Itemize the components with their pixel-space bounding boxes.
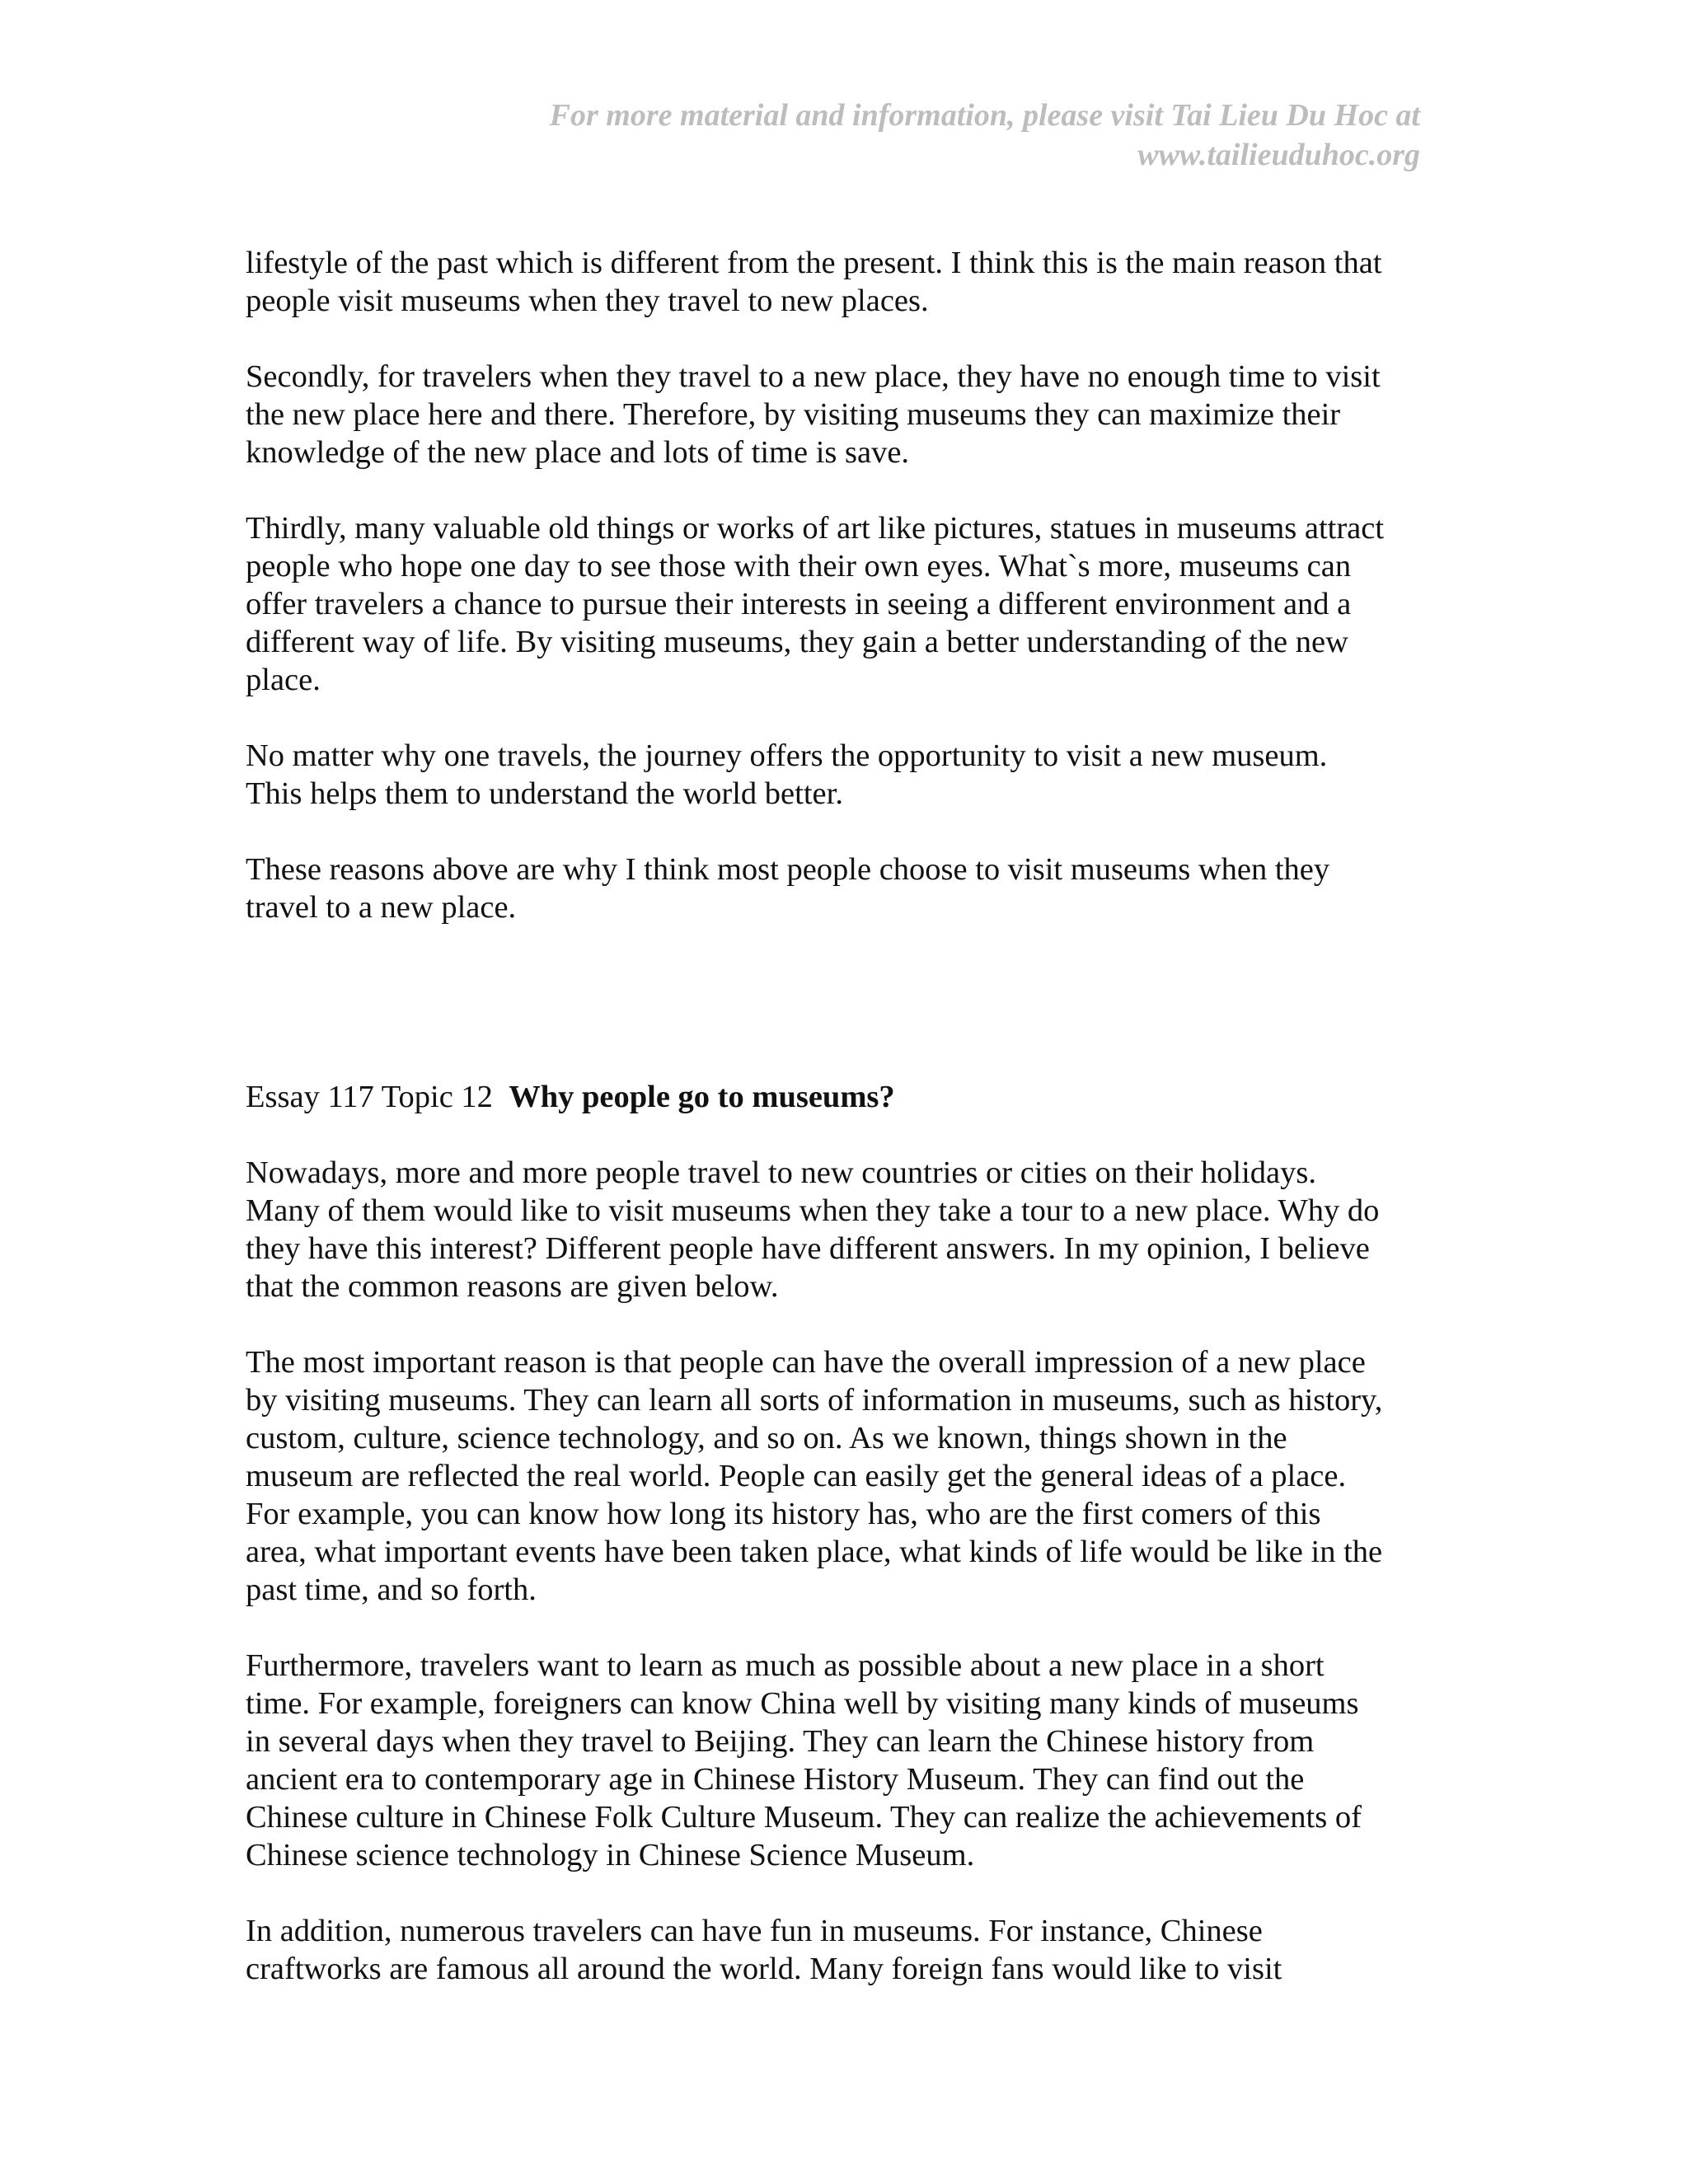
paragraph: Furthermore, travelers want to learn as much as possible about a new place in a short time. For example, foreigners can know China well by visiting many kinds of museums in several days when they travel to Beijing. They can learn the Chinese history from ancient era to contemporary age in Chinese History Museum. They can find out the Chinese culture in Chinese Folk Culture Museum. They can realize the achievements of Chinese science technology in Chinese Science Museum. <box>246 1648 1362 1872</box>
essay-title: Why people go to museums? <box>509 1080 895 1114</box>
paragraph: Nowadays, more and more people travel to new countries or cities on their holidays. Many of them would like to visit museums when they take a tour to a new place. Why do they have this interest? Different people have different answers. In my opinion, I believe that the common reasons are given below. <box>246 1155 1380 1304</box>
paragraph: In addition, numerous travelers can have fun in museums. For instance, Chinese craftworks are famous all around the world. Many foreign fans would like to visit <box>246 1914 1282 1986</box>
header-line-2: www.tailieuduhoc.org <box>1137 138 1420 172</box>
essay-heading <box>246 1078 1441 1116</box>
paragraph: The most important reason is that people can have the overall impression of a new place by visiting museums. They can learn all sorts of information in museums, such as history, custom, culture, science technology, and so on. As we known, things shown in the museum are reflected the real world. People can easily get the general ideas of a place. For example, you can know how long its history has, who are the first comers of this area, what important events have been taken place, what kinds of life would be like in the past time, and so forth. <box>246 1345 1383 1607</box>
essay-label: Essay 117 Topic 12 <box>246 1080 493 1114</box>
paragraph: These reasons above are why I think most people choose to visit museums when they travel to a new place. <box>246 852 1330 925</box>
document-body <box>246 244 1441 2026</box>
paragraph: No matter why one travels, the journey offers the opportunity to visit a new museum. This helps them to understand the world better. <box>246 738 1328 811</box>
page-header <box>349 96 1420 175</box>
header-line-1: For more material and information, please visit Tai Lieu Du Hoc at <box>549 98 1420 133</box>
paragraph: Secondly, for travelers when they travel to a new place, they have no enough time to visit the new place here and there. Therefore, by visiting museums they can maximize their knowledge of the new place and lots of time is save. <box>246 359 1381 470</box>
section-gap <box>246 964 1441 1078</box>
paragraph: Thirdly, many valuable old things or works of art like pictures, statues in museums attract people who hope one day to see those with their own eyes. What`s more, museums can offer travelers a chance to pursue their interests in seeing a different environment and a different way of life. By visiting museums, they gain a better understanding of the new place. <box>246 511 1385 697</box>
paragraph: lifestyle of the past which is different from the present. I think this is the main reason that people visit museums when they travel to new places. <box>246 246 1382 318</box>
